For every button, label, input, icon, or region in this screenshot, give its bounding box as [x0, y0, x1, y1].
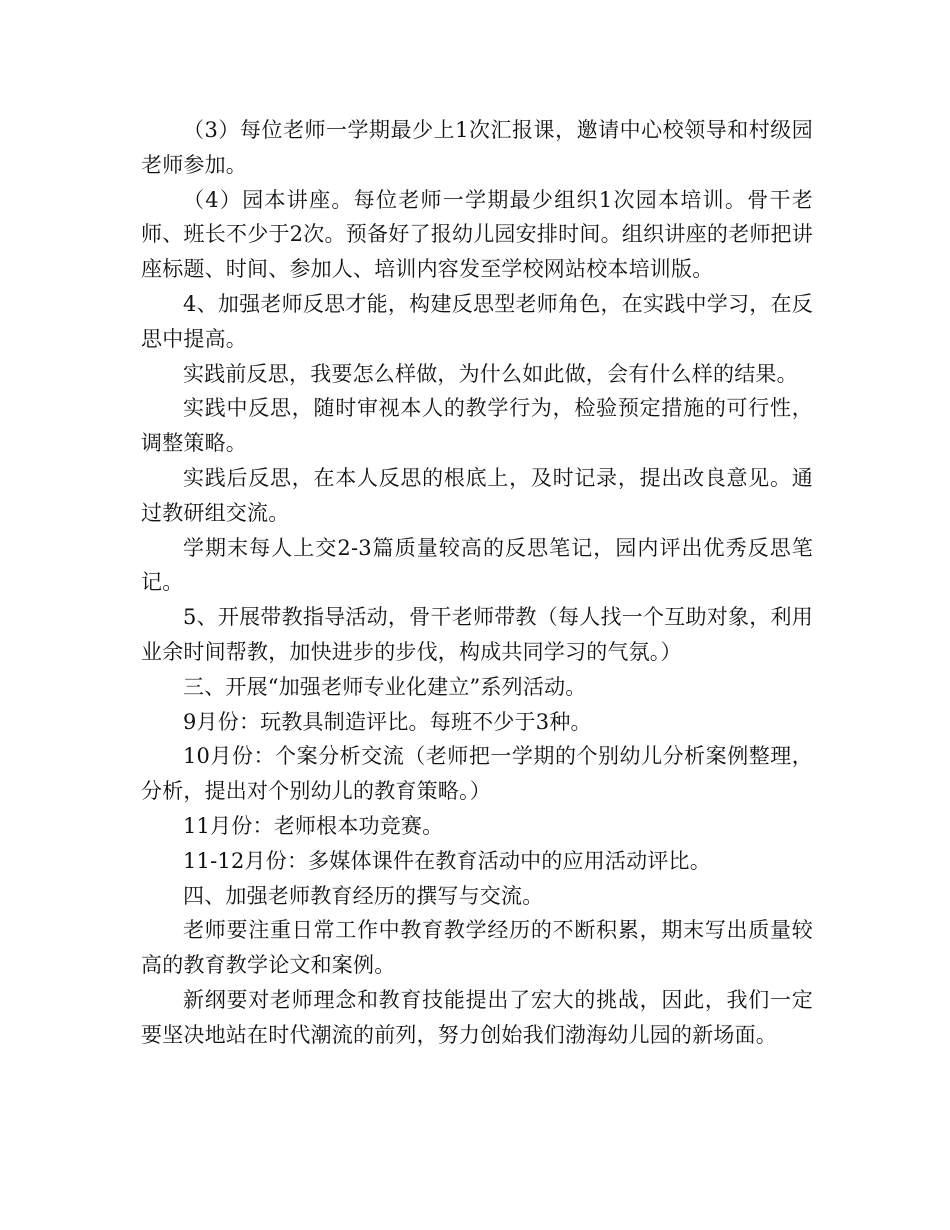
paragraph: 实践后反思，在本人反思的根底上，及时记录，提出改良意见。通过教研组交流。: [141, 465, 813, 525]
document-body: [141, 113, 813, 1053]
paragraph: 10月份：个案分析交流（老师把一学期的个别幼儿分析案例整理，分析，提出对个别幼儿的教育策略。）: [141, 744, 813, 804]
paragraph: （4）园本讲座。每位老师一学期最少组织1次园本培训。骨干老师、班长不少于2次。预备好了报幼儿园安排时间。组织讲座的老师把讲座标题、时间、参加人、培训内容发至学校网站校本培训版。: [141, 187, 813, 282]
section-heading: 三、开展“加强老师专业化建立”系列活动。: [183, 674, 587, 699]
section-heading: 四、加强老师教育经历的撰写与交流。: [183, 883, 544, 908]
paragraph: 5、开展带教指导活动，骨干老师带教（每人找一个互助对象，利用业余时间帮教，加快进步的步伐，构成共同学习的气氛。）: [141, 605, 813, 664]
paragraph: 4、加强老师反思才能，构建反思型老师角色，在实践中学习，在反思中提高。: [141, 291, 813, 351]
paragraph: 9月份：玩教具制造评比。每班不少于3种。: [183, 709, 592, 734]
paragraph: 实践前反思，我要怎么样做，为什么如此做，会有什么样的结果。: [183, 361, 798, 386]
paragraph: （3）每位老师一学期最少上1次汇报课，邀请中心校领导和村级园老师参加。: [141, 118, 813, 177]
paragraph: 学期末每人上交2-3篇质量较高的反思笔记，园内评出优秀反思笔记。: [141, 535, 813, 595]
paragraph: 11-12月份：多媒体课件在教育活动中的应用活动评比。: [183, 848, 711, 873]
paragraph: 新纲要对老师理念和教育技能提出了宏大的挑战，因此，我们一定要坚决地站在时代潮流的前列，努力创始我们渤海幼儿园的新场面。: [141, 987, 813, 1047]
paragraph: 11月份：老师根本功竞赛。: [183, 813, 444, 838]
paragraph: 实践中反思，随时审视本人的教学行为，检验预定措施的可行性，调整策略。: [141, 396, 813, 456]
paragraph: 老师要注重日常工作中教育教学经历的不断积累，期末写出质量较高的教育教学论文和案例。: [141, 918, 813, 978]
